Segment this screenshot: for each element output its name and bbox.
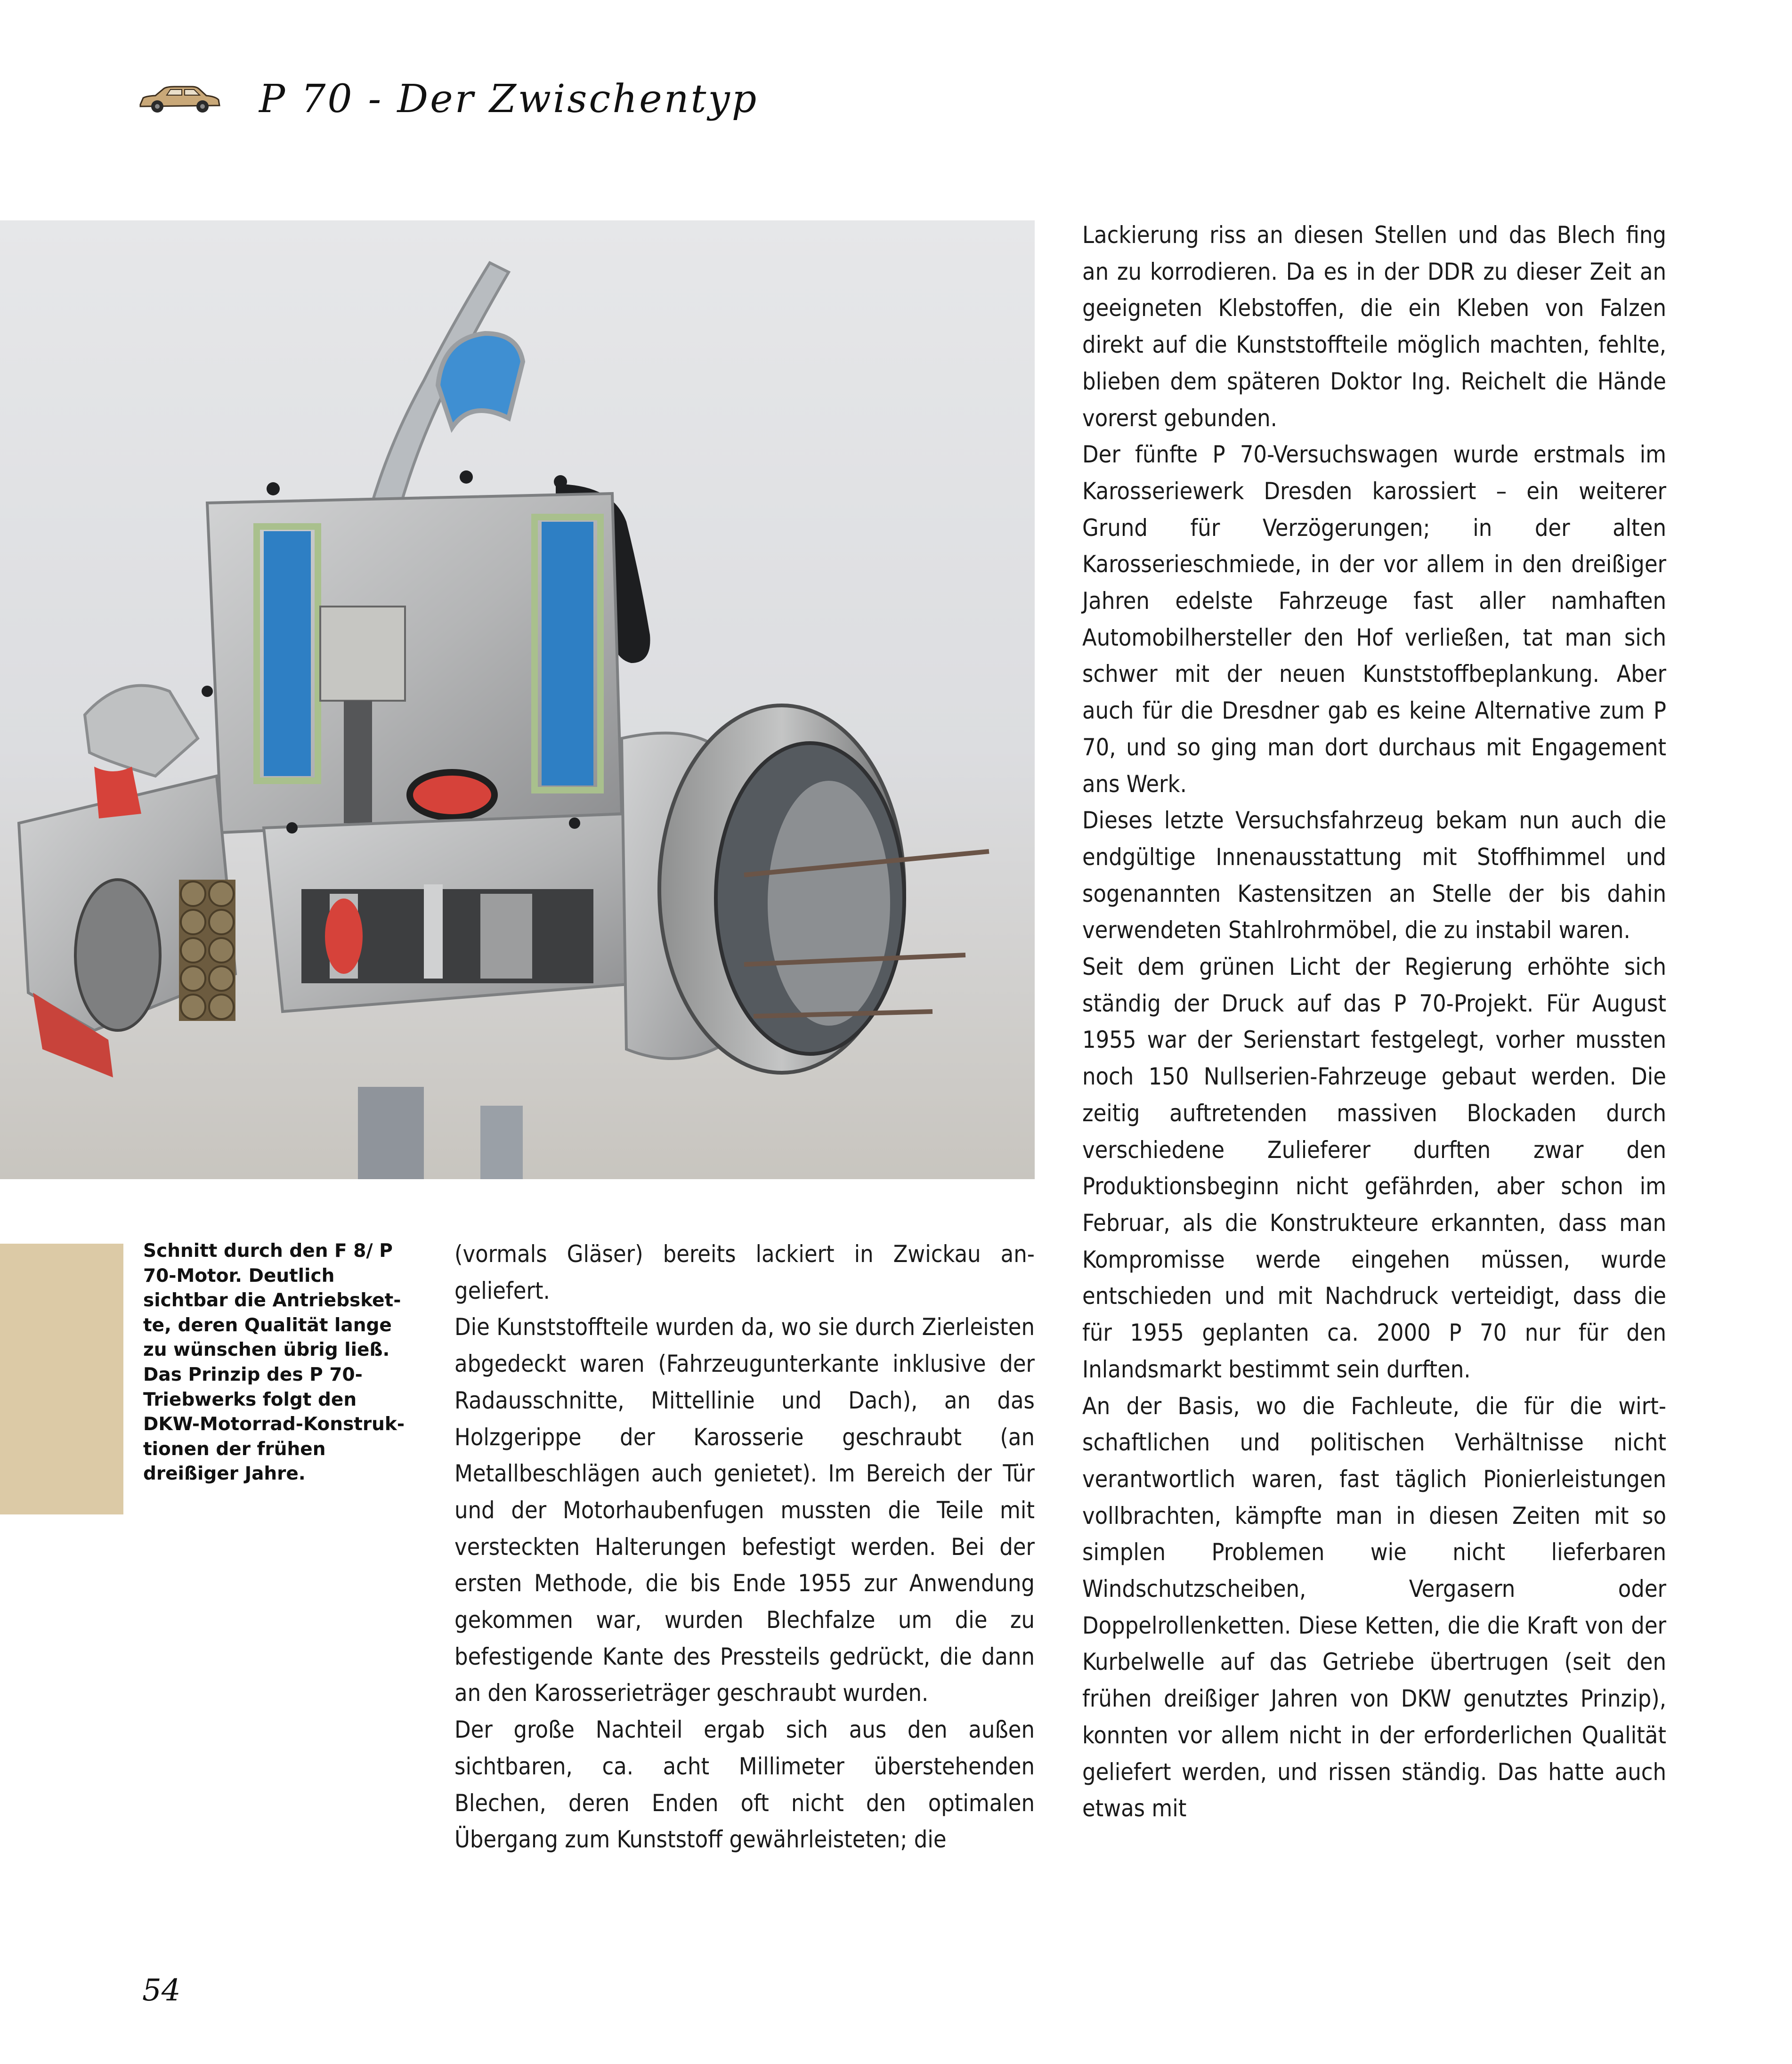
paragraph: Die Kunststoffteile wurden da, wo sie durch Zierleisten abgedeckt waren (Fahrzeugunterkante inklusive der Radausschnitte, Mittellinie und Dach), an das Holzgerippe der Karosserie geschraubt (an Metallbeschlägen auch genietet). Im Bereich der Tür und der Motorhaubenfugen mussten die Teile mit versteckten Halterungen befestigt werden. Bei der ersten Methode, die bis Ende 1955 zur Anwendung gekommen war, wurden Blechfalze um die zu befestigende Kante des Pressteils gedrückt, die dann an den Karosserieträger geschraubt wurden. bbox=[454, 1313, 1035, 1707]
paragraph: Der fünfte P 70-Versuchswagen wurde erstmals im Karosseriewerk Dresden karossiert – ein weiterer Grund für Verzögerungen; in der alten Karosserieschmiede, in der vor allem in den dreißiger Jahren edelste Fahrzeuge fast aller namhaften Automobilhersteller den Hof verließen, tat man sich schwer mit der neuen Kunststoffbeplankung. Aber auch für die Dresdner gab es keine Alternative zum P 70, und so ging man dort durchaus mit Engagement ans Werk. bbox=[1082, 441, 1666, 798]
paragraph: Dieses letzte Versuchsfahrzeug bekam nun auch die endgültige Innenausstattung mit Stoffhimmel und sogenannten Kastensitzen an Stelle der bis dahin verwendeten Stahlrohrmöbel, die zu instabil waren. bbox=[1082, 807, 1666, 944]
engine-illustration bbox=[0, 220, 1035, 1179]
page-number: 54 bbox=[142, 1973, 181, 2008]
text-column-middle bbox=[454, 1236, 1035, 1858]
paragraph: An der Basis, wo die Fachleute, die für die wirtschaftlichen und politischen Verhältnisse nicht verantwortlich waren, fast täglich Pionierleistungen vollbrachten, kämpfte man in diesen Zeiten mit so simplen Problemen wie nicht lieferbaren Windschutzscheiben, Vergasern oder Doppelrollenketten. Diese Ketten, die die Kraft von der Kurbelwelle auf das Getriebe übertrugen (seit den frühen dreißiger Jahren von DKW genutztes Prinzip), konnten vor allem nicht in der erforderlichen Qualität geliefert werden, und rissen ständig. Das hatte auch etwas mit bbox=[1082, 1392, 1666, 1822]
figure-caption: Schnitt durch den F 8/ P 70-Motor. Deutlich sichtbar die Antriebskette, deren Qualität lange zu wünschen übrig ließ. Das Prinzip des P 70-Triebwerks folgt den DKW-Motorrad-Konstruktionen der frühen dreißiger Jahre. bbox=[143, 1240, 405, 1485]
paragraph: (vormals Gläser) bereits lackiert in Zwickau angeliefert. bbox=[454, 1240, 1035, 1304]
paragraph: Seit dem grünen Licht der Regierung erhöhte sich ständig der Druck auf das P 70-Projekt. Für August 1955 war der Serienstart festgelegt, vorher mussten noch 150 Nullserien-Fahrzeuge gebaut werden. Die zeitig auftretenden massiven Blockaden durch verschiedene Zulieferer durften zwar den Produktionsbeginn nicht gefährden, aber schon im Februar, als die Konstrukteure erkannten, dass man Kompromisse werde eingehen müssen, wurde entschieden und mit Nachdruck verteidigt, dass die für 1955 geplanten ca. 2000 P 70 nur für den Inlandsmarkt bestimmt sein durften. bbox=[1082, 953, 1666, 1383]
car-icon bbox=[137, 80, 221, 118]
running-header bbox=[137, 71, 758, 127]
engine-cutaway-photo bbox=[0, 220, 1035, 1179]
paragraph: Lackierung riss an diesen Stellen und das Blech fing an zu korrodieren. Da es in der DDR zu dieser Zeit an geeigneten Klebstoffen, die ein Kleben von Falzen direkt auf die Kunststoffteile möglich machten, fehlte, blieben dem späteren Doktor Ing. Reichelt die Hände vorerst gebunden. bbox=[1082, 221, 1666, 432]
paragraph: Der große Nachteil ergab sich aus den außen sichtbaren, ca. acht Millimeter überstehenden Blechen, deren Enden oft nicht den optimalen Übergang zum Kunststoff gewährleisteten; die bbox=[454, 1716, 1035, 1854]
caption-accent-bar bbox=[0, 1244, 123, 1514]
text-column-right bbox=[1082, 217, 1666, 1827]
header-title: P 70 - Der Zwischentyp bbox=[259, 76, 759, 121]
